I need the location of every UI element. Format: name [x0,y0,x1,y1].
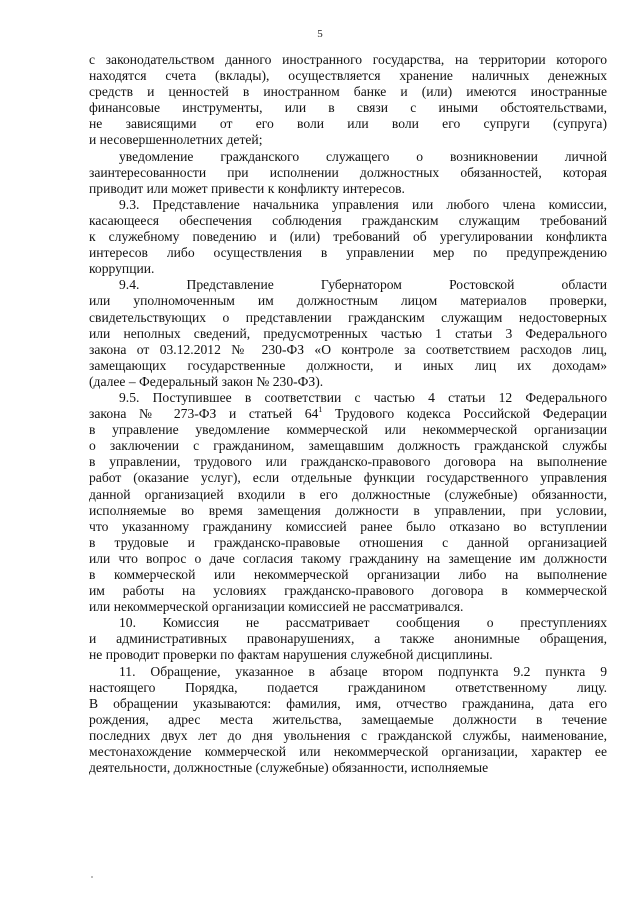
text-line: 9.3. Представление начальника управления или любого члена комиссии, [119,196,607,212]
text-line: в коммерческой или некоммерческой организации либо на выполнение [89,567,607,582]
text-line: или неполных сведений, предусмотренных частью 1 статьи 3 Федерального [89,325,607,341]
paragraph [89,197,607,277]
text-line: закона от 03.12.2012 № 230-ФЗ «О контроле за соответствием расходов лиц, [89,341,607,357]
text-line: и административных правонарушениях, а также анонимные обращения, [89,631,607,647]
text-line: к служебному поведению и (или) требований об урегулировании конфликта [89,229,607,245]
text-line: настоящего Порядка, подается гражданином ответственному лицу. [89,679,607,695]
text-line: уведомление гражданского служащего о возникновении личной [119,148,607,164]
text-line: средств и ценностей в иностранном банке и (или) имеются иностранные [89,84,607,100]
text-line: местонахождение коммерческой или некоммерческой организации, характер ее [89,744,607,760]
text-line: работ (оказание услуг), если отдельные функции государственного управления [89,470,607,486]
text-line: последних двух лет до дня увольнения с гражданской службы, наименование, [89,727,607,743]
text-line: не проводит проверки по фактам нарушения служебной дисциплины. [89,647,493,663]
page-number: 5 [317,28,323,40]
text-line: закона № 273-ФЗ и статьей $64^1$ Трудового кодекса Российской Федерации [89,406,607,422]
paragraph [89,664,607,777]
text-line: заинтересованности при исполнении должностных обязанностей, которая [89,164,607,180]
text-line: приводит или может привести к конфликту интересов. [89,180,405,196]
paragraph [89,615,607,663]
text-line: интересов либо осуществления в управлении мер по предупреждению [89,245,607,261]
text-line: касающееся обеспечения соблюдения гражданским служащим требований [89,212,607,228]
text-line: данной организацией входили в его должностные (служебные) обязанности, [89,486,607,502]
scan-speck [91,876,93,878]
text-line: не зависящими от его воли или воли его супруги (супруга) [89,116,607,132]
text-line: 9.5. Поступившее в соответствии с частью 4 статьи 12 Федерального [119,389,607,405]
text-line: рождения, адрес места жительства, замещаемые должности в течение [89,711,607,727]
text-line: свидетельствующих о представлении гражданским служащим недостоверных [89,309,607,325]
superscript-tail: Трудового кодекса Российской Федерации [322,406,607,422]
text-line: замещающих государственные должности, и иных лиц их доходам» [89,357,607,373]
paragraph [89,149,607,197]
text-line: деятельности, должностные (служебные) обязанности, исполняемые [89,760,489,776]
superscript-marker: 1 [318,406,323,415]
text-line: 9.4. Представление Губернатором Ростовской области [119,277,607,293]
text-line: находятся счета (вклады), осуществляется хранение наличных денежных [89,68,607,84]
text-line: исполняемые во время замещения должности в управлении, при условии, [89,502,607,518]
document-body [89,52,607,776]
text-line: (далее – Федеральный закон № 230-ФЗ). [89,373,324,389]
text-line: коррупции. [89,261,155,277]
paragraph [89,52,607,149]
text-line: и несовершеннолетних детей; [89,132,263,148]
paragraph [89,390,607,615]
text-line: или что вопрос о даче согласия такому гражданину на замещение им должности [89,550,607,566]
text-line: финансовые инструменты, или в связи с иными обстоятельствами, [89,100,607,116]
text-line: им работы на условиях гражданско-правового договора в коммерческой [89,583,607,599]
text-line: о заключении с гражданином, замещавшим должность гражданской службы [89,438,607,454]
text-line: В обращении указываются: фамилия, имя, отчество гражданина, дата его [89,695,607,711]
paragraph [89,277,607,390]
text-line: в управление уведомление коммерческой или некоммерческой организации [89,422,607,438]
text-line: что указанному гражданину комиссией ранее было отказано во вступлении [89,518,607,534]
text-line: в трудовые и гражданско-правовые отношения с данной организацией [89,534,607,550]
text-line: 10. Комиссия не рассматривает сообщения о преступлениях [119,615,607,631]
text-line: с законодательством данного иностранного государства, на территории которого [89,52,607,67]
text-line: 11. Обращение, указанное в абзаце втором подпункта 9.2 пункта 9 [119,663,607,679]
text-line: или уполномоченным им должностным лицом материалов проверки, [89,293,607,309]
text-line: в управлении, трудового или гражданско-правового договора на выполнение [89,454,607,470]
text-line: или некоммерческой организации комиссией не рассматривался. [89,599,464,615]
